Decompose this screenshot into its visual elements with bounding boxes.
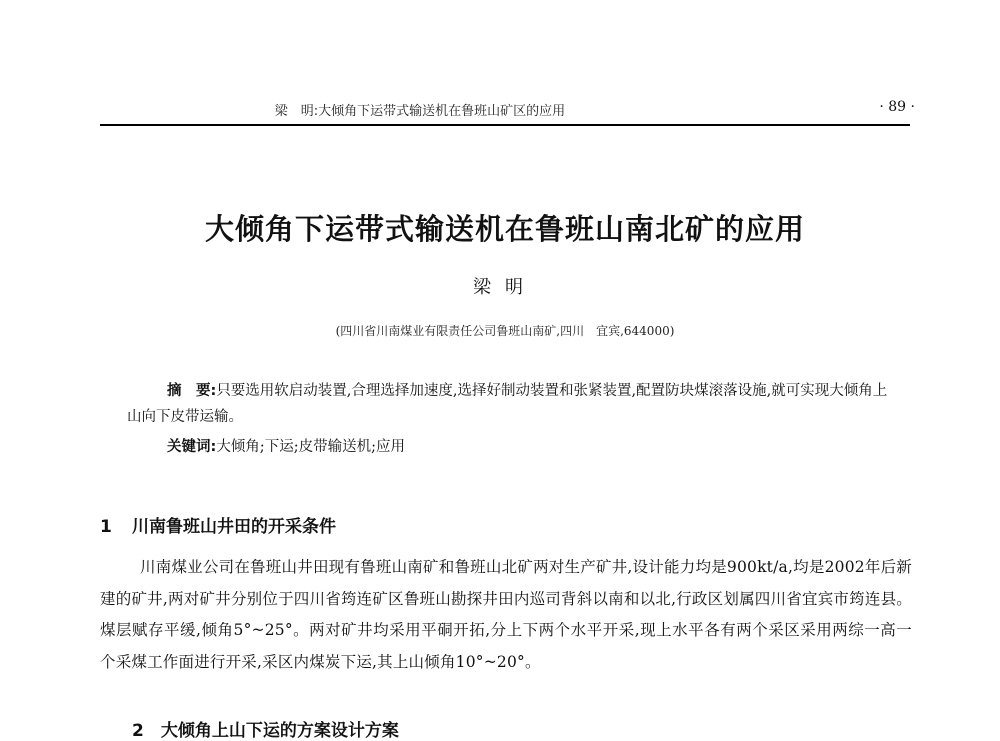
- article-title: 大倾角下运带式输送机在鲁班山南北矿的应用: [204, 212, 805, 246]
- section-heading-2-partial: 2 大倾角上山下运的方案设计方案: [132, 721, 399, 741]
- running-header: 梁 明:大倾角下运带式输送机在鲁班山矿区的应用: [274, 104, 566, 119]
- abstract: [127, 378, 897, 430]
- header-rule: [100, 124, 910, 126]
- abstract-text: 只要选用软启动装置,合理选择加速度,选择好制动装置和张紧装置,配置防块煤滚落设施,就可实现大倾角上山向下皮带运输。: [127, 383, 888, 425]
- keywords: [167, 434, 897, 460]
- abstract-label: 摘 要:: [167, 383, 217, 399]
- section-number: 1: [100, 517, 112, 537]
- keywords-label: 关键词:: [167, 439, 217, 455]
- section-title: 川南鲁班山井田的开采条件: [132, 517, 336, 537]
- page-number: · 89 ·: [879, 99, 915, 115]
- section-heading-1: [100, 512, 910, 537]
- author: 梁明: [473, 277, 537, 298]
- body-paragraph: 川南煤业公司在鲁班山井田现有鲁班山南矿和鲁班山北矿两对生产矿井,设计能力均是900kt/a,均是2002年后新建的矿井,两对矿井分别位于四川省筠连矿区鲁班山勘探井田内巡司背斜以南和以北,行政区划属四川省宜宾市筠连县。煤层赋存平缓,倾角5°~25°。两对矿井均采用平硐开拓,分上下两个水平开采,现上水平各有两个采区采用两综一高一个采煤工作面进行开采,采区内煤炭下运,其上山倾角10°~20°。: [100, 558, 912, 671]
- keywords-text: 大倾角;下运;皮带输送机;应用: [216, 439, 405, 455]
- affiliation: (四川省川南煤业有限责任公司鲁班山南矿,四川 宜宾,644000): [335, 324, 675, 338]
